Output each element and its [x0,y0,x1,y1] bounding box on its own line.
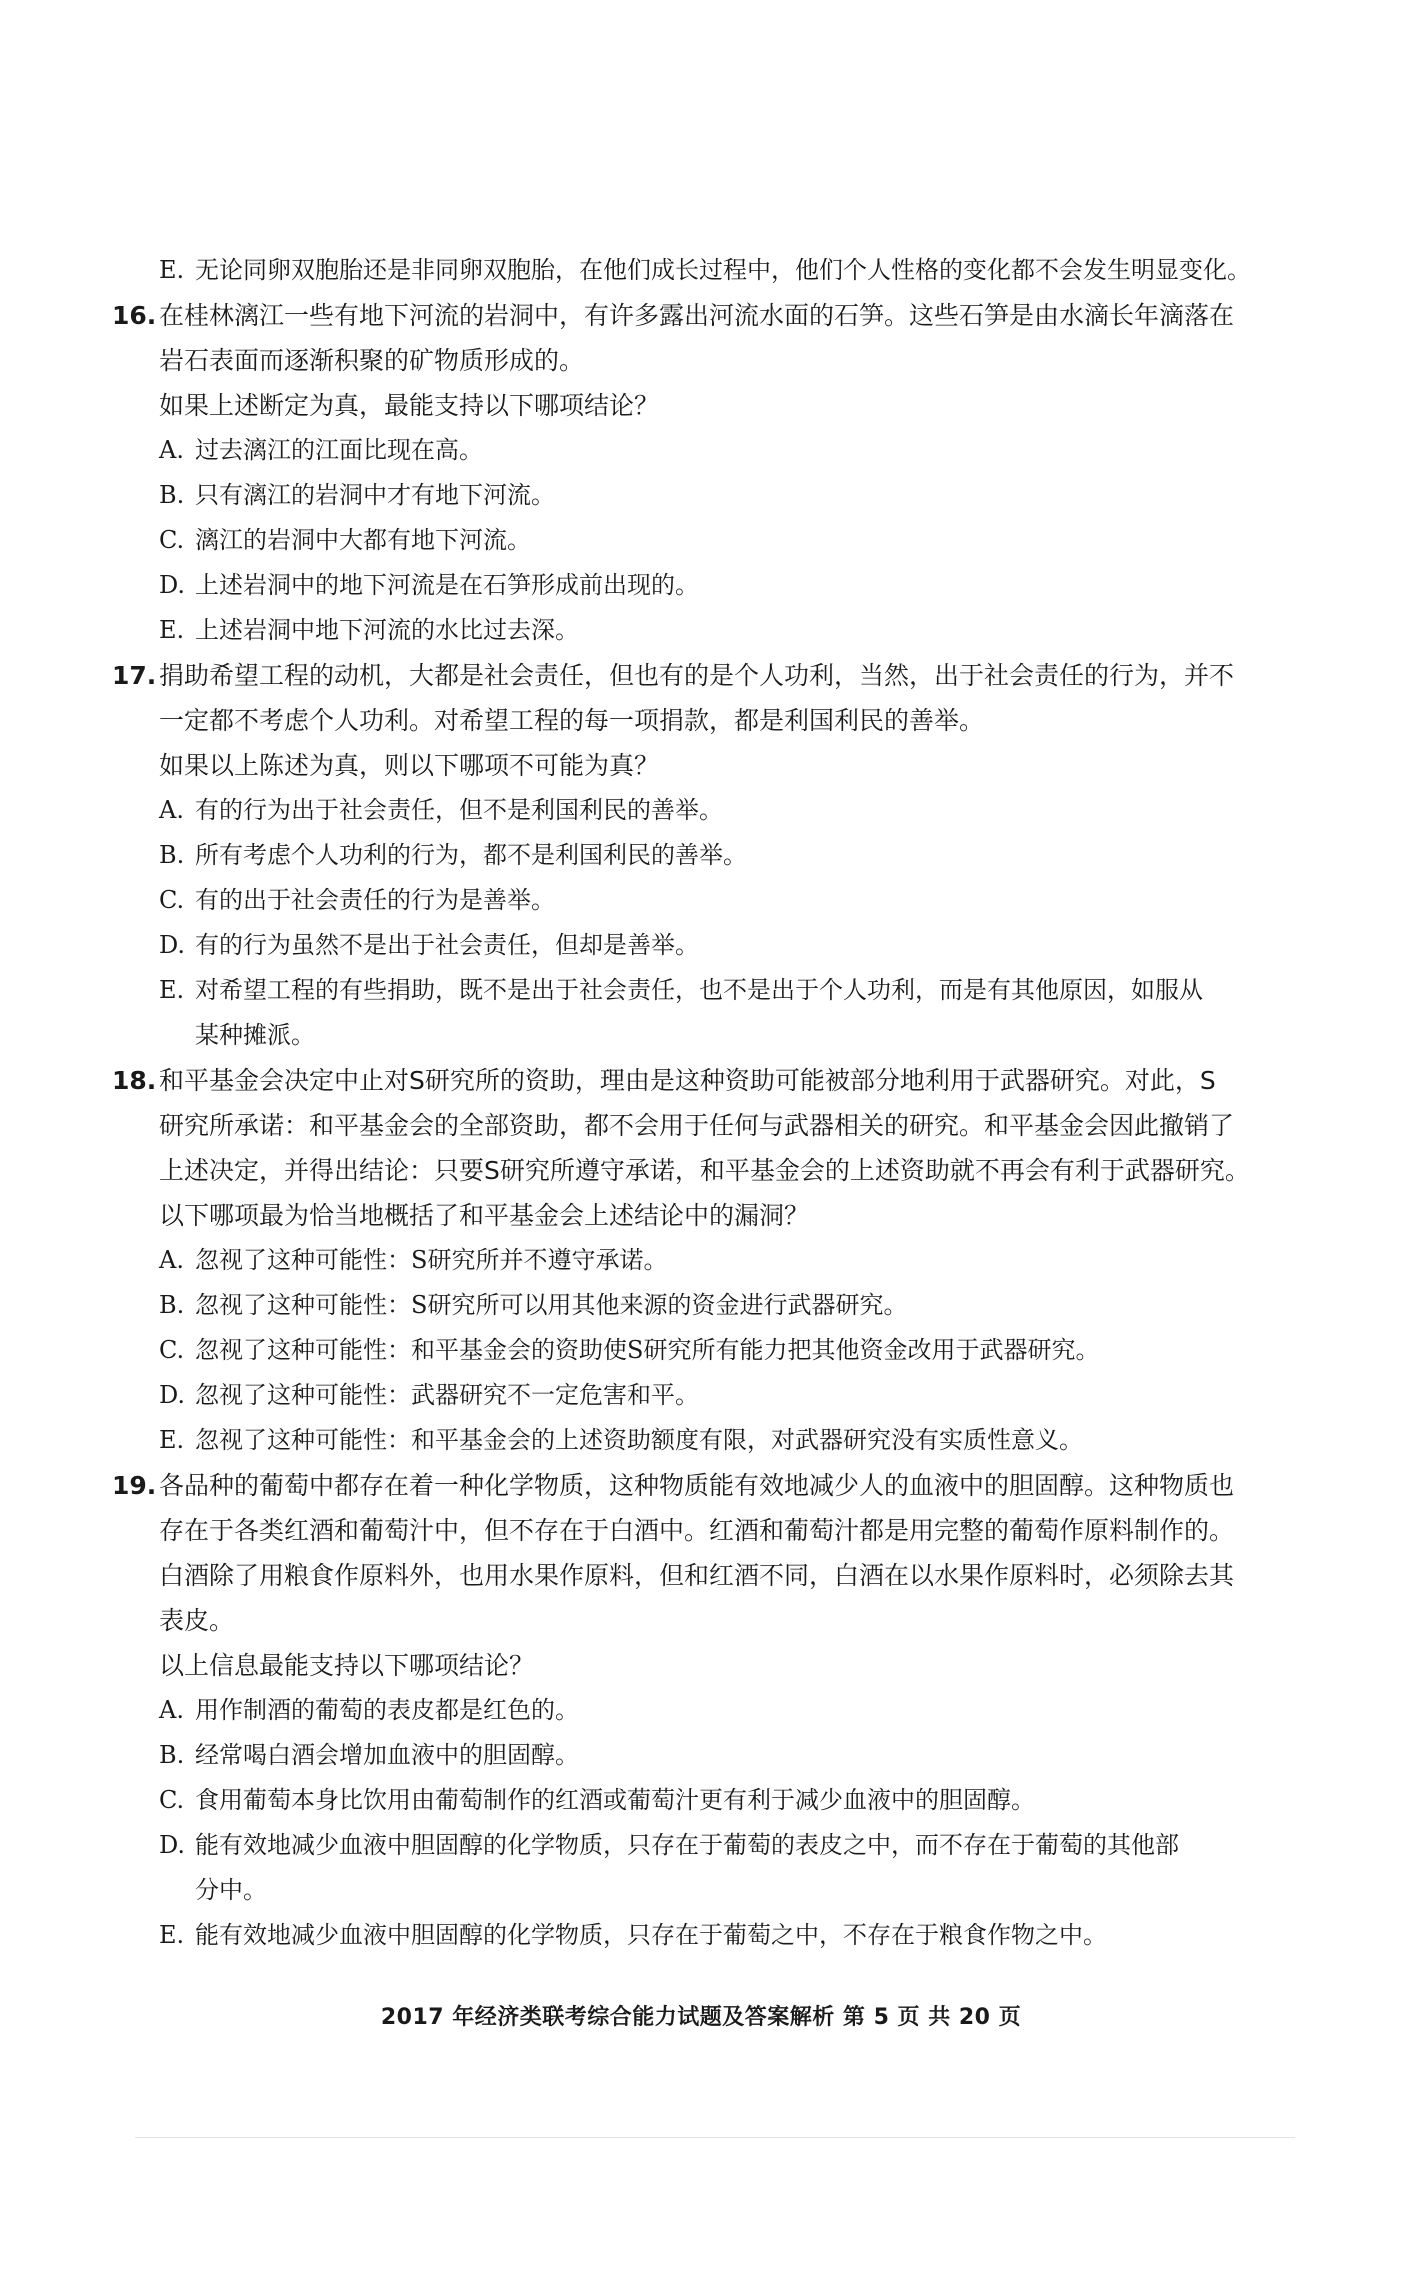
option-label: B. [159,841,185,869]
option-text: 某种摊派。 [195,1021,315,1049]
option-text: 有的行为虽然不是出于社会责任，但却是善举。 [195,931,699,959]
question-stem-text: 存在于各类红酒和葡萄汁中，但不存在于白酒中。红酒和葡萄汁都是用完整的葡萄作原料制作的。 [159,1516,1235,1545]
option-c [112,1778,1292,1823]
option-label: A. [159,1246,184,1274]
option-c [112,1328,1292,1373]
question-indent [112,1598,159,1643]
question-stem-text: 白酒除了用粮食作原料外，也用水果作原料，但和红酒不同，白酒在以水果作原料时，必须除去其 [159,1561,1235,1590]
option-text: 能有效地减少血液中胆固醇的化学物质，只存在于葡萄之中，不存在于粮食作物之中。 [195,1921,1107,1949]
question-stem-line [112,1553,1292,1598]
option-a [112,1688,1292,1733]
option-text: 上述岩洞中的地下河流是在石笋形成前出现的。 [195,571,699,599]
question-prompt: 以下哪项最为恰当地概括了和平基金会上述结论中的漏洞？ [159,1201,810,1230]
option-label: C. [159,1336,185,1364]
option-label: D. [159,1381,186,1409]
question-number: 18. [112,1066,157,1095]
option-label: E. [159,1426,185,1454]
question-stem-text: 一定都不考虑个人功利。对希望工程的每一项捐款，都是利国利民的善举。 [159,706,985,735]
option-label: D. [159,1831,186,1859]
page-content [112,248,1292,1958]
option-c [112,518,1292,563]
question-stem-text: 研究所承诺：和平基金会的全部资助，都不会用于任何与武器相关的研究。和平基金会因此撤销了 [159,1111,1235,1140]
option-label: C. [159,886,185,914]
option-text: 用作制酒的葡萄的表皮都是红色的。 [195,1696,579,1724]
option-e [112,1418,1292,1463]
option-e [112,1913,1292,1958]
option-text: 能有效地减少血液中胆固醇的化学物质，只存在于葡萄的表皮之中，而不存在于葡萄的其他部 [195,1831,1179,1859]
question-stem-line [112,293,1292,338]
option-text: 所有考虑个人功利的行为，都不是利国利民的善举。 [195,841,747,869]
option-label: C. [159,526,185,554]
option-e [112,608,1292,653]
option-a [112,1238,1292,1283]
option-text: 经常喝白酒会增加血液中的胆固醇。 [195,1741,579,1769]
question-2 [112,1058,1292,1463]
option-label: E. [159,976,185,1004]
bottom-divider [135,2137,1295,2138]
option-e-carryover [112,248,1292,293]
question-stem-line [112,1508,1292,1553]
question-stem-text: 各品种的葡萄中都存在着一种化学物质，这种物质能有效地减少人的血液中的胆固醇。这种物质也 [159,1471,1235,1500]
option-text: 有的出于社会责任的行为是善举。 [195,886,555,914]
question-prompt: 以上信息最能支持以下哪项结论？ [159,1651,535,1680]
option-label: C. [159,1786,185,1814]
question-indent [112,1553,159,1598]
question-stem-line [112,1598,1292,1643]
question-stem-line [112,1058,1292,1103]
option-a [112,428,1292,473]
option-label: A. [159,436,184,464]
option-text: 忽视了这种可能性：武器研究不一定危害和平。 [195,1381,699,1409]
question-indent [112,698,159,743]
option-text: 漓江的岩洞中大都有地下河流。 [195,526,531,554]
option-text: 分中。 [195,1876,267,1904]
option-label: A. [159,796,184,824]
option-b [112,1733,1292,1778]
option-label: B. [159,1291,185,1319]
option-b [112,833,1292,878]
page-footer: 2017 年经济类联考综合能力试题及答案解析 第 5 页 共 20 页 [380,2005,1022,2030]
question-prompt: 如果上述断定为真，最能支持以下哪项结论？ [159,391,660,420]
option-label: B. [159,1741,185,1769]
question-stem-text: 在桂林漓江一些有地下河流的岩洞中，有许多露出河流水面的石笋。这些石笋是由水滴长年滴落在 [159,301,1235,330]
question-indent [112,1148,159,1193]
question-stem-text: 捐助希望工程的动机，大都是社会责任，但也有的是个人功利，当然，出于社会责任的行为，并不 [159,661,1235,690]
option-text: 忽视了这种可能性：S研究所并不遵守承诺。 [195,1246,668,1274]
question-stem-line [112,338,1292,383]
option-text: 忽视了这种可能性：S研究所可以用其他来源的资金进行武器研究。 [195,1291,908,1319]
option-label: D. [159,571,186,599]
option-text: 只有漓江的岩洞中才有地下河流。 [195,481,555,509]
option-label: D. [159,931,186,959]
option-a [112,788,1292,833]
question-3 [112,1463,1292,1958]
question-stem-line [112,653,1292,698]
option-label: A. [159,1696,184,1724]
option-d [112,563,1292,608]
question-prompt: 如果以上陈述为真，则以下哪项不可能为真？ [159,751,660,780]
question-number: 16. [112,301,157,330]
option-text: 食用葡萄本身比饮用由葡萄制作的红酒或葡萄汁更有利于减少血液中的胆固醇。 [195,1786,1035,1814]
option-d [112,923,1292,968]
option-label: E. [159,256,185,284]
option-text: 上述岩洞中地下河流的水比过去深。 [195,616,579,644]
question-list [112,293,1292,1958]
option-text: 对希望工程的有些捐助，既不是出于社会责任，也不是出于个人功利，而是有其他原因，如服从 [195,976,1203,1004]
question-indent [112,1508,159,1553]
question-stem-line [112,698,1292,743]
question-number: 19. [112,1471,157,1500]
option-text: 忽视了这种可能性：和平基金会的资助使S研究所有能力把其他资金改用于武器研究。 [195,1336,1100,1364]
question-stem-text: 表皮。 [159,1606,235,1635]
option-text: 无论同卵双胞胎还是非同卵双胞胎，在他们成长过程中，他们个人性格的变化都不会发生明显变化。 [195,256,1251,284]
option-text: 过去漓江的江面比现在高。 [195,436,483,464]
option-d [112,1373,1292,1418]
option-label: E. [159,616,185,644]
question-stem-line [112,1103,1292,1148]
option-b [112,473,1292,518]
option-d [112,1823,1292,1913]
question-stem-line [112,1463,1292,1508]
question-1 [112,653,1292,1058]
question-stem-line [112,1148,1292,1193]
option-c [112,878,1292,923]
question-number: 17. [112,661,157,690]
option-b [112,1283,1292,1328]
question-stem-text: 上述决定，并得出结论：只要S研究所遵守承诺，和平基金会的上述资助就不再会有利于武器研究。 [159,1156,1250,1185]
question-stem-text: 和平基金会决定中止对S研究所的资助，理由是这种资助可能被部分地利用于武器研究。对此，S [159,1066,1216,1095]
question-indent [112,338,159,383]
option-label: B. [159,481,185,509]
question-stem-text: 岩石表面而逐渐积聚的矿物质形成的。 [159,346,585,375]
option-e [112,968,1292,1058]
option-label: E. [159,1921,185,1949]
question-0 [112,293,1292,653]
option-text: 有的行为出于社会责任，但不是利国利民的善举。 [195,796,723,824]
option-text: 忽视了这种可能性：和平基金会的上述资助额度有限，对武器研究没有实质性意义。 [195,1426,1083,1454]
question-indent [112,1103,159,1148]
